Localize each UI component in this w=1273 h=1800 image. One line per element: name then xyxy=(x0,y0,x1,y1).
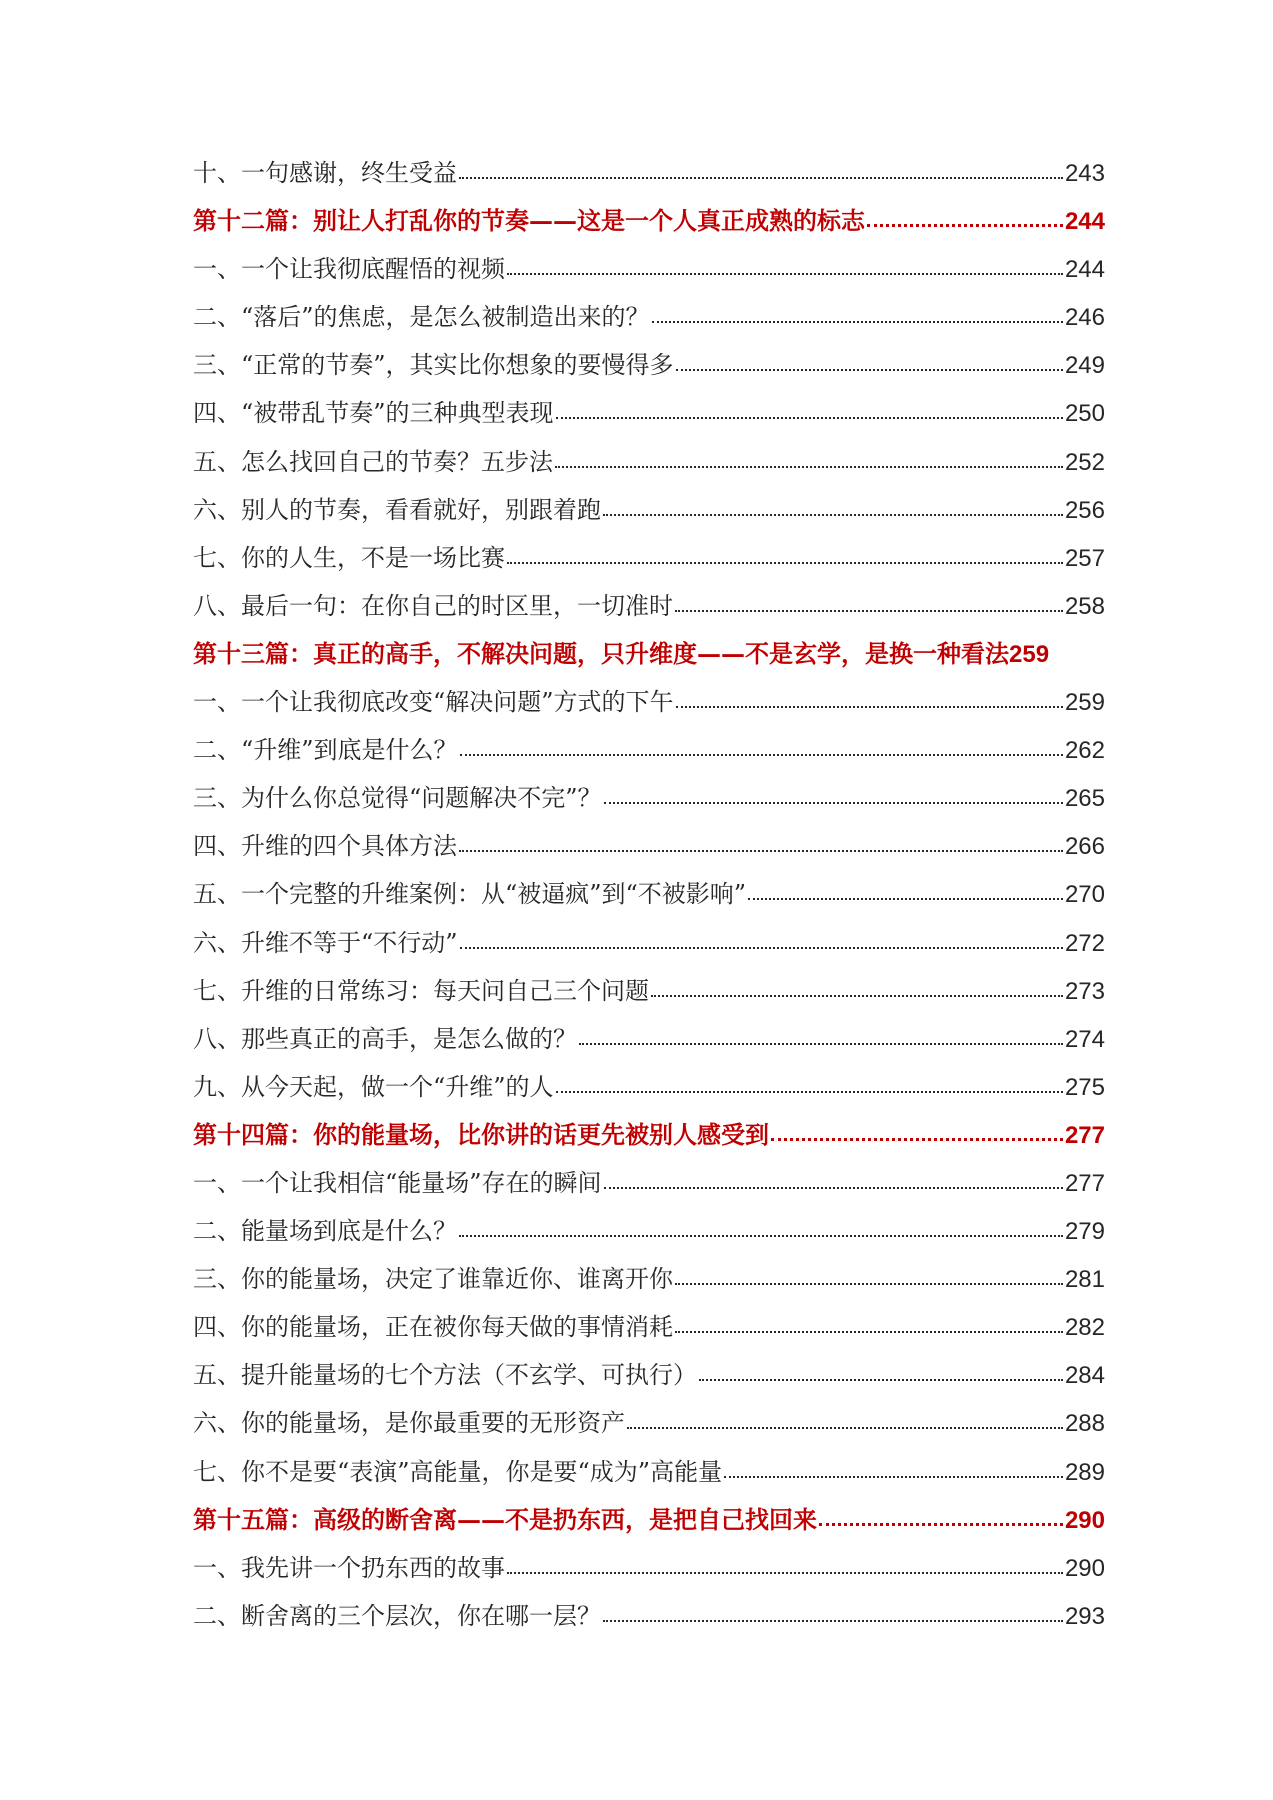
toc-dot-leader xyxy=(555,446,1063,470)
toc-dot-leader xyxy=(724,1456,1063,1480)
toc-page-number: 243 xyxy=(1064,160,1105,187)
toc-section-entry[interactable] xyxy=(193,874,1105,922)
toc-entry-title: 八、那些真正的高手，是怎么做的？ xyxy=(193,1024,577,1053)
toc-dot-leader xyxy=(819,1504,1063,1528)
toc-page-number: 259 xyxy=(1009,640,1050,668)
toc-page-number: 257 xyxy=(1064,544,1105,572)
table-of-contents xyxy=(193,153,1105,1644)
toc-page-number: 252 xyxy=(1064,448,1105,476)
toc-section-entry[interactable] xyxy=(193,778,1105,826)
toc-dot-leader xyxy=(459,157,1063,181)
toc-dot-leader xyxy=(459,830,1063,854)
toc-section-entry[interactable] xyxy=(193,1403,1105,1451)
toc-dot-leader xyxy=(652,301,1063,325)
toc-section-entry[interactable] xyxy=(193,393,1105,441)
toc-dot-leader xyxy=(556,1071,1063,1095)
toc-dot-leader xyxy=(651,975,1063,999)
toc-section-entry[interactable] xyxy=(193,923,1105,971)
toc-dot-leader xyxy=(699,1359,1063,1383)
toc-page-number: 289 xyxy=(1064,1458,1105,1486)
toc-entry-title: 七、升维的日常练习：每天问自己三个问题 xyxy=(193,976,649,1005)
toc-entry-title: 四、升维的四个具体方法 xyxy=(193,832,457,861)
toc-dot-leader xyxy=(675,1263,1063,1287)
toc-section-entry[interactable] xyxy=(193,538,1105,586)
toc-entry-title: 五、一个完整的升维案例：从“被逼疯”到“不被影响” xyxy=(193,880,747,909)
toc-entry-title: 六、你的能量场，是你最重要的无形资产 xyxy=(193,1409,625,1438)
toc-entry-title: 第十四篇：你的能量场，比你讲的话更先被别人感受到 xyxy=(193,1119,769,1149)
toc-entry-title: 二、能量场到底是什么？ xyxy=(193,1217,457,1246)
toc-dot-leader xyxy=(771,1119,1063,1143)
toc-section-entry[interactable] xyxy=(193,1067,1105,1115)
toc-dot-leader xyxy=(603,494,1063,518)
toc-entry-title: 三、为什么你总觉得“问题解决不完”？ xyxy=(193,784,602,813)
toc-dot-leader xyxy=(867,205,1063,229)
toc-page-number: 277 xyxy=(1064,1121,1105,1149)
toc-section-entry[interactable] xyxy=(193,1548,1105,1596)
toc-page-number: 266 xyxy=(1064,833,1105,861)
toc-entry-title: 五、怎么找回自己的节奏？五步法 xyxy=(193,447,553,476)
toc-section-entry[interactable] xyxy=(193,1596,1105,1644)
toc-dot-leader xyxy=(748,878,1063,902)
toc-dot-leader xyxy=(459,1215,1063,1239)
toc-entry-title: 九、从今天起，做一个“升维”的人 xyxy=(193,1072,554,1101)
toc-page-number: 262 xyxy=(1064,737,1105,765)
toc-entry-title: 八、最后一句：在你自己的时区里，一切准时 xyxy=(193,591,673,620)
toc-dot-leader xyxy=(676,349,1063,373)
toc-chapter-entry[interactable] xyxy=(193,201,1105,249)
toc-section-entry[interactable] xyxy=(193,1355,1105,1403)
toc-section-entry[interactable] xyxy=(193,586,1105,634)
toc-dot-leader xyxy=(556,397,1063,421)
toc-dot-leader xyxy=(507,253,1063,277)
toc-section-entry[interactable] xyxy=(193,490,1105,538)
toc-page-number: 290 xyxy=(1064,1506,1105,1534)
toc-dot-leader xyxy=(675,1311,1063,1335)
toc-entry-title: 三、你的能量场，决定了谁靠近你、谁离开你 xyxy=(193,1265,673,1294)
toc-page-number: 256 xyxy=(1064,496,1105,524)
toc-chapter-entry[interactable] xyxy=(193,1115,1105,1163)
toc-entry-title: 一、一个让我彻底改变“解决问题”方式的下午 xyxy=(193,688,674,717)
toc-dot-leader xyxy=(460,734,1063,758)
toc-page-number: 284 xyxy=(1064,1362,1105,1390)
toc-section-entry[interactable] xyxy=(193,153,1105,201)
toc-entry-title: 二、“升维”到底是什么？ xyxy=(193,736,458,765)
toc-page-number: 279 xyxy=(1064,1218,1105,1246)
toc-chapter-entry[interactable] xyxy=(193,1500,1105,1548)
toc-page-number: 244 xyxy=(1064,256,1105,284)
toc-page-number: 244 xyxy=(1064,208,1105,236)
toc-entry-title: 三、“正常的节奏”，其实比你想象的要慢得多 xyxy=(193,351,674,380)
toc-page-number: 250 xyxy=(1064,400,1105,428)
toc-dot-leader xyxy=(603,1600,1063,1624)
toc-page-number: 272 xyxy=(1064,929,1105,957)
toc-entry-title: 一、一个让我相信“能量场”存在的瞬间 xyxy=(193,1168,602,1197)
toc-section-entry[interactable] xyxy=(193,826,1105,874)
toc-dot-leader xyxy=(676,686,1063,710)
toc-page-number: 293 xyxy=(1064,1602,1105,1630)
toc-section-entry[interactable] xyxy=(193,442,1105,490)
toc-page-number: 258 xyxy=(1064,592,1105,620)
toc-section-entry[interactable] xyxy=(193,297,1105,345)
toc-dot-leader xyxy=(507,1552,1063,1576)
toc-entry-title: 二、“落后”的焦虑，是怎么被制造出来的？ xyxy=(193,303,650,332)
toc-entry-title: 六、别人的节奏，看看就好，别跟着跑 xyxy=(193,495,601,524)
toc-dot-leader xyxy=(604,1167,1063,1191)
toc-dot-leader xyxy=(579,1023,1063,1047)
toc-entry-title: 一、一个让我彻底醒悟的视频 xyxy=(193,255,505,284)
toc-page-number: 270 xyxy=(1064,881,1105,909)
toc-section-entry[interactable] xyxy=(193,730,1105,778)
toc-page-number: 274 xyxy=(1064,1025,1105,1053)
toc-dot-leader xyxy=(675,590,1063,614)
toc-section-entry[interactable] xyxy=(193,1163,1105,1211)
toc-dot-leader xyxy=(627,1407,1063,1431)
toc-section-entry[interactable] xyxy=(193,1259,1105,1307)
toc-dot-leader xyxy=(507,542,1063,566)
toc-section-entry[interactable] xyxy=(193,1307,1105,1355)
toc-section-entry[interactable] xyxy=(193,682,1105,730)
toc-entry-title: 二、断舍离的三个层次，你在哪一层？ xyxy=(193,1601,601,1630)
toc-page-number: 277 xyxy=(1064,1169,1105,1197)
toc-dot-leader xyxy=(460,927,1063,951)
toc-entry-title: 第十五篇：高级的断舍离——不是扔东西，是把自己找回来 xyxy=(193,1504,817,1534)
toc-section-entry[interactable] xyxy=(193,971,1105,1019)
toc-entry-title: 七、你不是要“表演”高能量，你是要“成为”高能量 xyxy=(193,1457,723,1486)
toc-section-entry[interactable] xyxy=(193,345,1105,393)
toc-page-number: 259 xyxy=(1064,689,1105,717)
toc-page-number: 281 xyxy=(1064,1266,1105,1294)
toc-page-number: 288 xyxy=(1064,1410,1105,1438)
toc-section-entry[interactable] xyxy=(193,1452,1105,1500)
toc-page-number: 246 xyxy=(1064,304,1105,332)
toc-page-number: 249 xyxy=(1064,352,1105,380)
toc-page-number: 265 xyxy=(1064,785,1105,813)
toc-page-number: 282 xyxy=(1064,1314,1105,1342)
toc-section-entry[interactable] xyxy=(193,1211,1105,1259)
toc-section-entry[interactable] xyxy=(193,249,1105,297)
toc-page-number: 290 xyxy=(1064,1554,1105,1582)
toc-entry-title: 第十二篇：别让人打乱你的节奏——这是一个人真正成熟的标志 xyxy=(193,206,865,236)
toc-entry-title: 第十三篇：真正的高手，不解决问题，只升维度——不是玄学，是换一种看法 xyxy=(193,638,1009,668)
toc-entry-title: 一、我先讲一个扔东西的故事 xyxy=(193,1553,505,1582)
toc-chapter-entry[interactable] xyxy=(193,634,1105,682)
toc-entry-title: 五、提升能量场的七个方法（不玄学、可执行） xyxy=(193,1361,697,1390)
toc-entry-title: 六、升维不等于“不行动” xyxy=(193,928,458,957)
toc-entry-title: 十、一句感谢，终生受益 xyxy=(193,159,457,187)
toc-section-entry[interactable] xyxy=(193,1019,1105,1067)
toc-page-number: 273 xyxy=(1064,977,1105,1005)
toc-dot-leader xyxy=(604,782,1063,806)
toc-page-number: 275 xyxy=(1064,1073,1105,1101)
toc-entry-title: 四、你的能量场，正在被你每天做的事情消耗 xyxy=(193,1313,673,1342)
toc-entry-title: 四、“被带乱节奏”的三种典型表现 xyxy=(193,399,554,428)
toc-entry-title: 七、你的人生，不是一场比赛 xyxy=(193,543,505,572)
